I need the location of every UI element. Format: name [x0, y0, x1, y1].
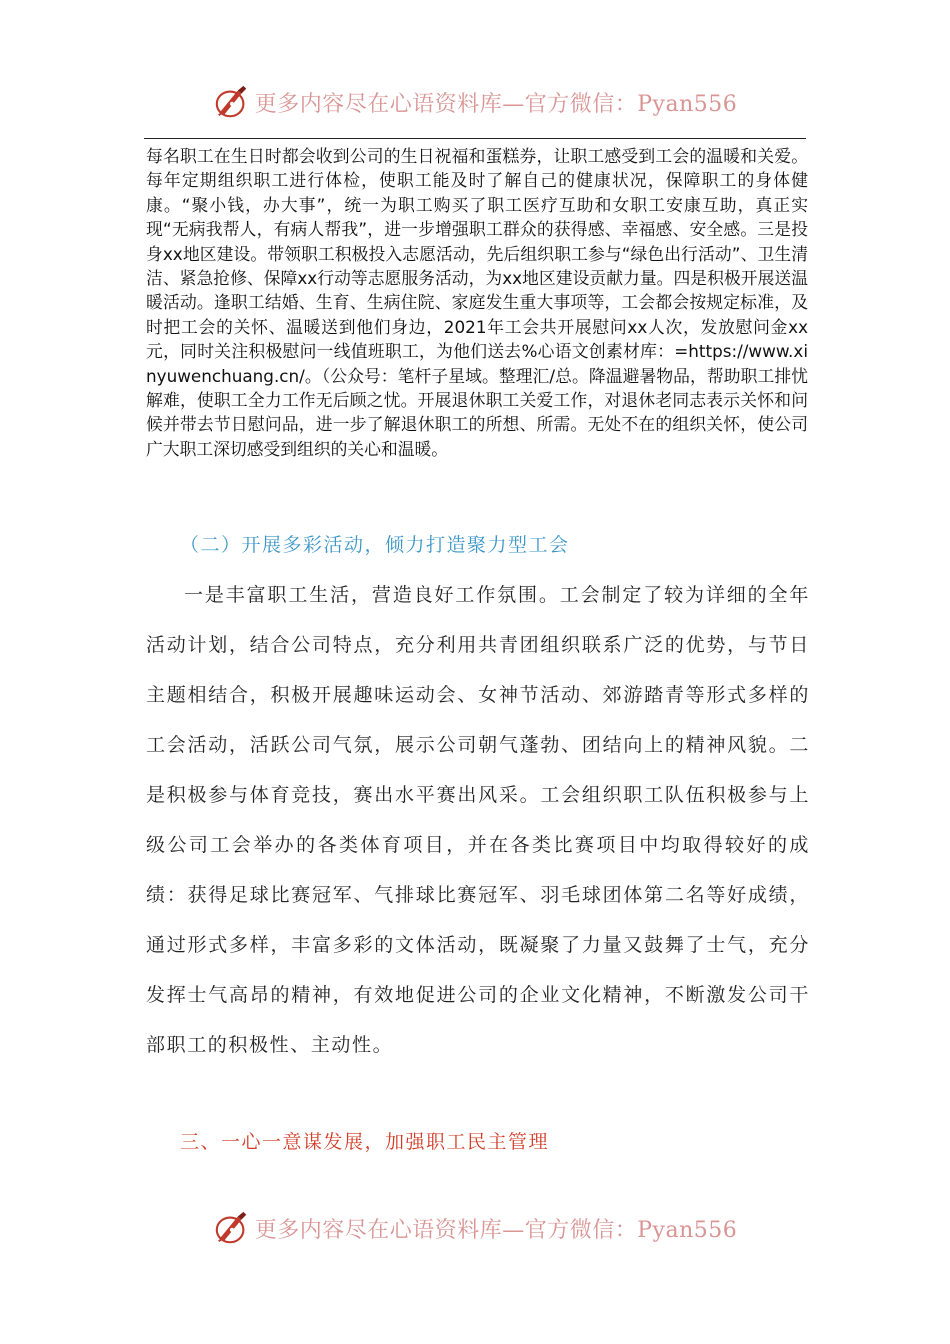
header-banner [0, 82, 950, 122]
pen-logo-icon [213, 1209, 251, 1247]
header-banner-text: 更多内容尽在心语资料库—官方微信：Pyan556 [254, 91, 738, 117]
body-paragraph-2: 一是丰富职工生活，营造良好工作氛围。工会制定了较为详细的全年活动计划，结合公司特点，充分利用共青团组织联系广泛的优势，与节日主题相结合，积极开展趣味运动会、女神节活动、郊游踏青等形式多样的工会活动，活跃公司气氛，展示公司朝气蓬勃、团结向上的精神风貌。二是积极参与体育竞技，赛出水平赛出风采。工会组织职工队伍积极参与上级公司工会举办的各类体育项目，并在各类比赛项目中均取得较好的成绩：获得足球比赛冠军、气排球比赛冠军、羽毛球团体第二名等好成绩，通过形式多样，丰富多彩的文体活动，既凝聚了力量又鼓舞了士气，充分发挥士气高昂的精神，有效地促进公司的企业文化精神，不断激发公司干部职工的积极性、主动性。 [146, 584, 810, 1056]
header-divider [144, 138, 806, 139]
section-heading: 三、一心一意谋发展，加强职工民主管理 [180, 1131, 550, 1153]
footer-banner [0, 1208, 950, 1248]
body-paragraph-1: 每名职工在生日时都会收到公司的生日祝福和蛋糕券，让职工感受到工会的温暖和关爱。每年定期组织职工进行体检，使职工能及时了解自己的健康状况，保障职工的身体健康。“聚小钱，办大事”，统一为职工购买了职工医疗互助和女职工安康互助，真正实现“无病我帮人，有病人帮我”，进一步增强职工群众的获得感、幸福感、安全感。三是投身xx地区建设。带领职工积极投入志愿活动，先后组织职工参与“绿色出行活动”、卫生清洁、紧急抢修、保障xx行动等志愿服务活动，为xx地区建设贡献力量。四是积极开展送温暖活动。逢职工结婚、生育、生病住院、家庭发生重大事项等，工会都会按规定标准，及时把工会的关怀、温暖送到他们身边，2021年工会共开展慰问xx人次，发放慰问金xx元，同时关注积极慰问一线值班职工，为他们送去%心语文创素材库：=https://www.xinyuwenchuang.cn/。（公众号：笔杆子星域。整理汇/总。降温避暑物品，帮助职工排忧解难，使职工全力工作无后顾之忧。开展退休职工关爱工作，对退休老同志表示关怀和问候并带去节日慰问品，进一步了解退休职工的所想、所需。无处不在的组织关怀，使公司广大职工深切感受到组织的关心和温暖。 [146, 146, 808, 459]
subheading: （二）开展多彩活动，倾力打造聚力型工会 [180, 534, 570, 556]
footer-banner-text: 更多内容尽在心语资料库—官方微信：Pyan556 [254, 1217, 738, 1243]
pen-logo-icon [213, 83, 251, 121]
